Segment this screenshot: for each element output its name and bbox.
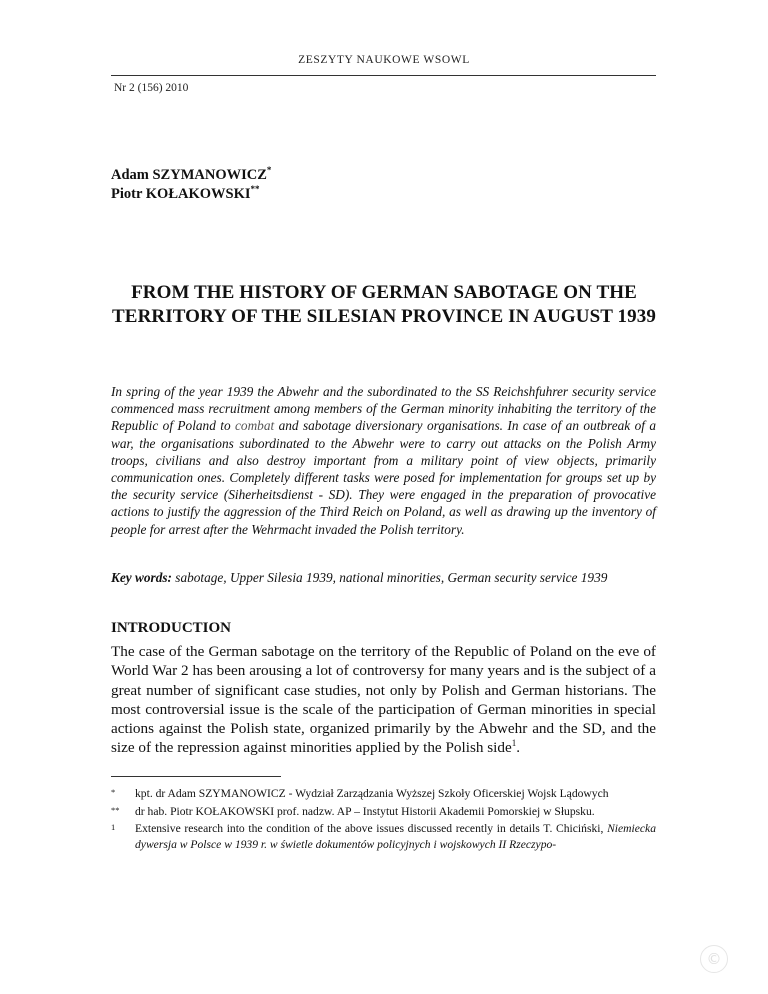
paper-title-line-2: TERRITORY OF THE SILESIAN PROVINCE IN AUGUST 1939 — [112, 306, 656, 327]
paper-title — [100, 281, 668, 329]
author-2 — [111, 185, 271, 204]
abstract-highlight: combat — [235, 418, 275, 434]
footnote — [111, 786, 656, 802]
abstract-text-2: and sabotage diversionary organisations. In case of an outbreak of a war, the organisations subordinated to the Abwehr were to carry out attacks on the Polish Army troops, civilians and also destroy important from a military point of view objects, primarily communication ones. Completely different tasks were posed for implementation for groups set up by the security service (Siherheitsdienst - SD). They were engaged in the preparation of provocative actions to justify the aggression of the Third Reich on Poland, as well as drawing up the inventory of people for arrest after the Wehrmacht invaded the Polish territory. — [111, 418, 656, 537]
author-2-name: Piotr KOŁAKOWSKI — [111, 186, 251, 202]
journal-title: ZESZYTY NAUKOWE WSOWL — [298, 54, 470, 66]
keywords-text: sabotage, Upper Silesia 1939, national minorities, German security service 1939 — [171, 570, 608, 585]
footnote-text: dr hab. Piotr KOŁAKOWSKI prof. nadzw. AP – Instytut Historii Akademii Pomorskiej w Słupsku. — [135, 804, 595, 818]
footnote-text-wrapper — [135, 821, 656, 852]
footnote-rule — [111, 776, 281, 777]
author-1-mark: * — [266, 165, 272, 176]
footnote — [111, 821, 656, 852]
footnote-text: kpt. dr Adam SZYMANOWICZ - Wydział Zarządzania Wyższej Szkoły Oficerskiej Wojsk Lądowych — [135, 787, 609, 800]
author-1 — [111, 166, 271, 185]
section-heading: INTRODUCTION — [111, 620, 232, 636]
footnote-text-italic: Niemiecka dywersja w Polsce w 1939 r. w świetle dokumentów policyjnych i wojskowych II Rzeczypo- — [135, 822, 656, 851]
body-paragraph-end: . — [516, 739, 521, 757]
footnote-mark: ** — [111, 804, 120, 815]
abstract — [111, 383, 656, 538]
paper-title-line-1: FROM THE HISTORY OF GERMAN SABOTAGE ON THE — [131, 282, 637, 303]
author-1-name: Adam SZYMANOWICZ — [111, 167, 267, 183]
footnote-ref-1[interactable]: 1 — [511, 738, 517, 749]
footnotes — [111, 786, 656, 854]
body-paragraph — [111, 642, 656, 758]
footnote-text: Extensive research into the condition of the above issues discussed recently in details T. Chiciński, — [135, 822, 608, 836]
author-list — [111, 166, 271, 204]
author-2-mark: ** — [250, 184, 260, 195]
copyright-icon: © — [700, 945, 728, 973]
keywords-label: Key words: — [111, 570, 172, 585]
keywords — [111, 569, 656, 586]
issue-number: Nr 2 (156) 2010 — [114, 82, 189, 94]
header-rule — [111, 75, 656, 76]
footnote — [111, 804, 656, 820]
footnote-mark: * — [111, 787, 116, 797]
footnote-mark: 1 — [111, 822, 116, 833]
body-paragraph-text: The case of the German sabotage on the territory of the Republic of Poland on the eve of World War 2 has been arousing a lot of controversy for many years and is the subject of a great number of significant case studies, not only by Polish and German historians. The most controversial issue is the scale of the participation of German minorities in special actions against the Polish state, organized primarily by the Abwehr and the SD, and the size of the repression against minorities applied by the Polish side — [111, 643, 656, 757]
abstract-text-1: In spring of the year 1939 the Abwehr and the subordinated to the SS Reichshfuhrer security service commenced mass recruitment among members of the German minority inhabiting the territory of the Republic of Poland to — [111, 384, 656, 434]
